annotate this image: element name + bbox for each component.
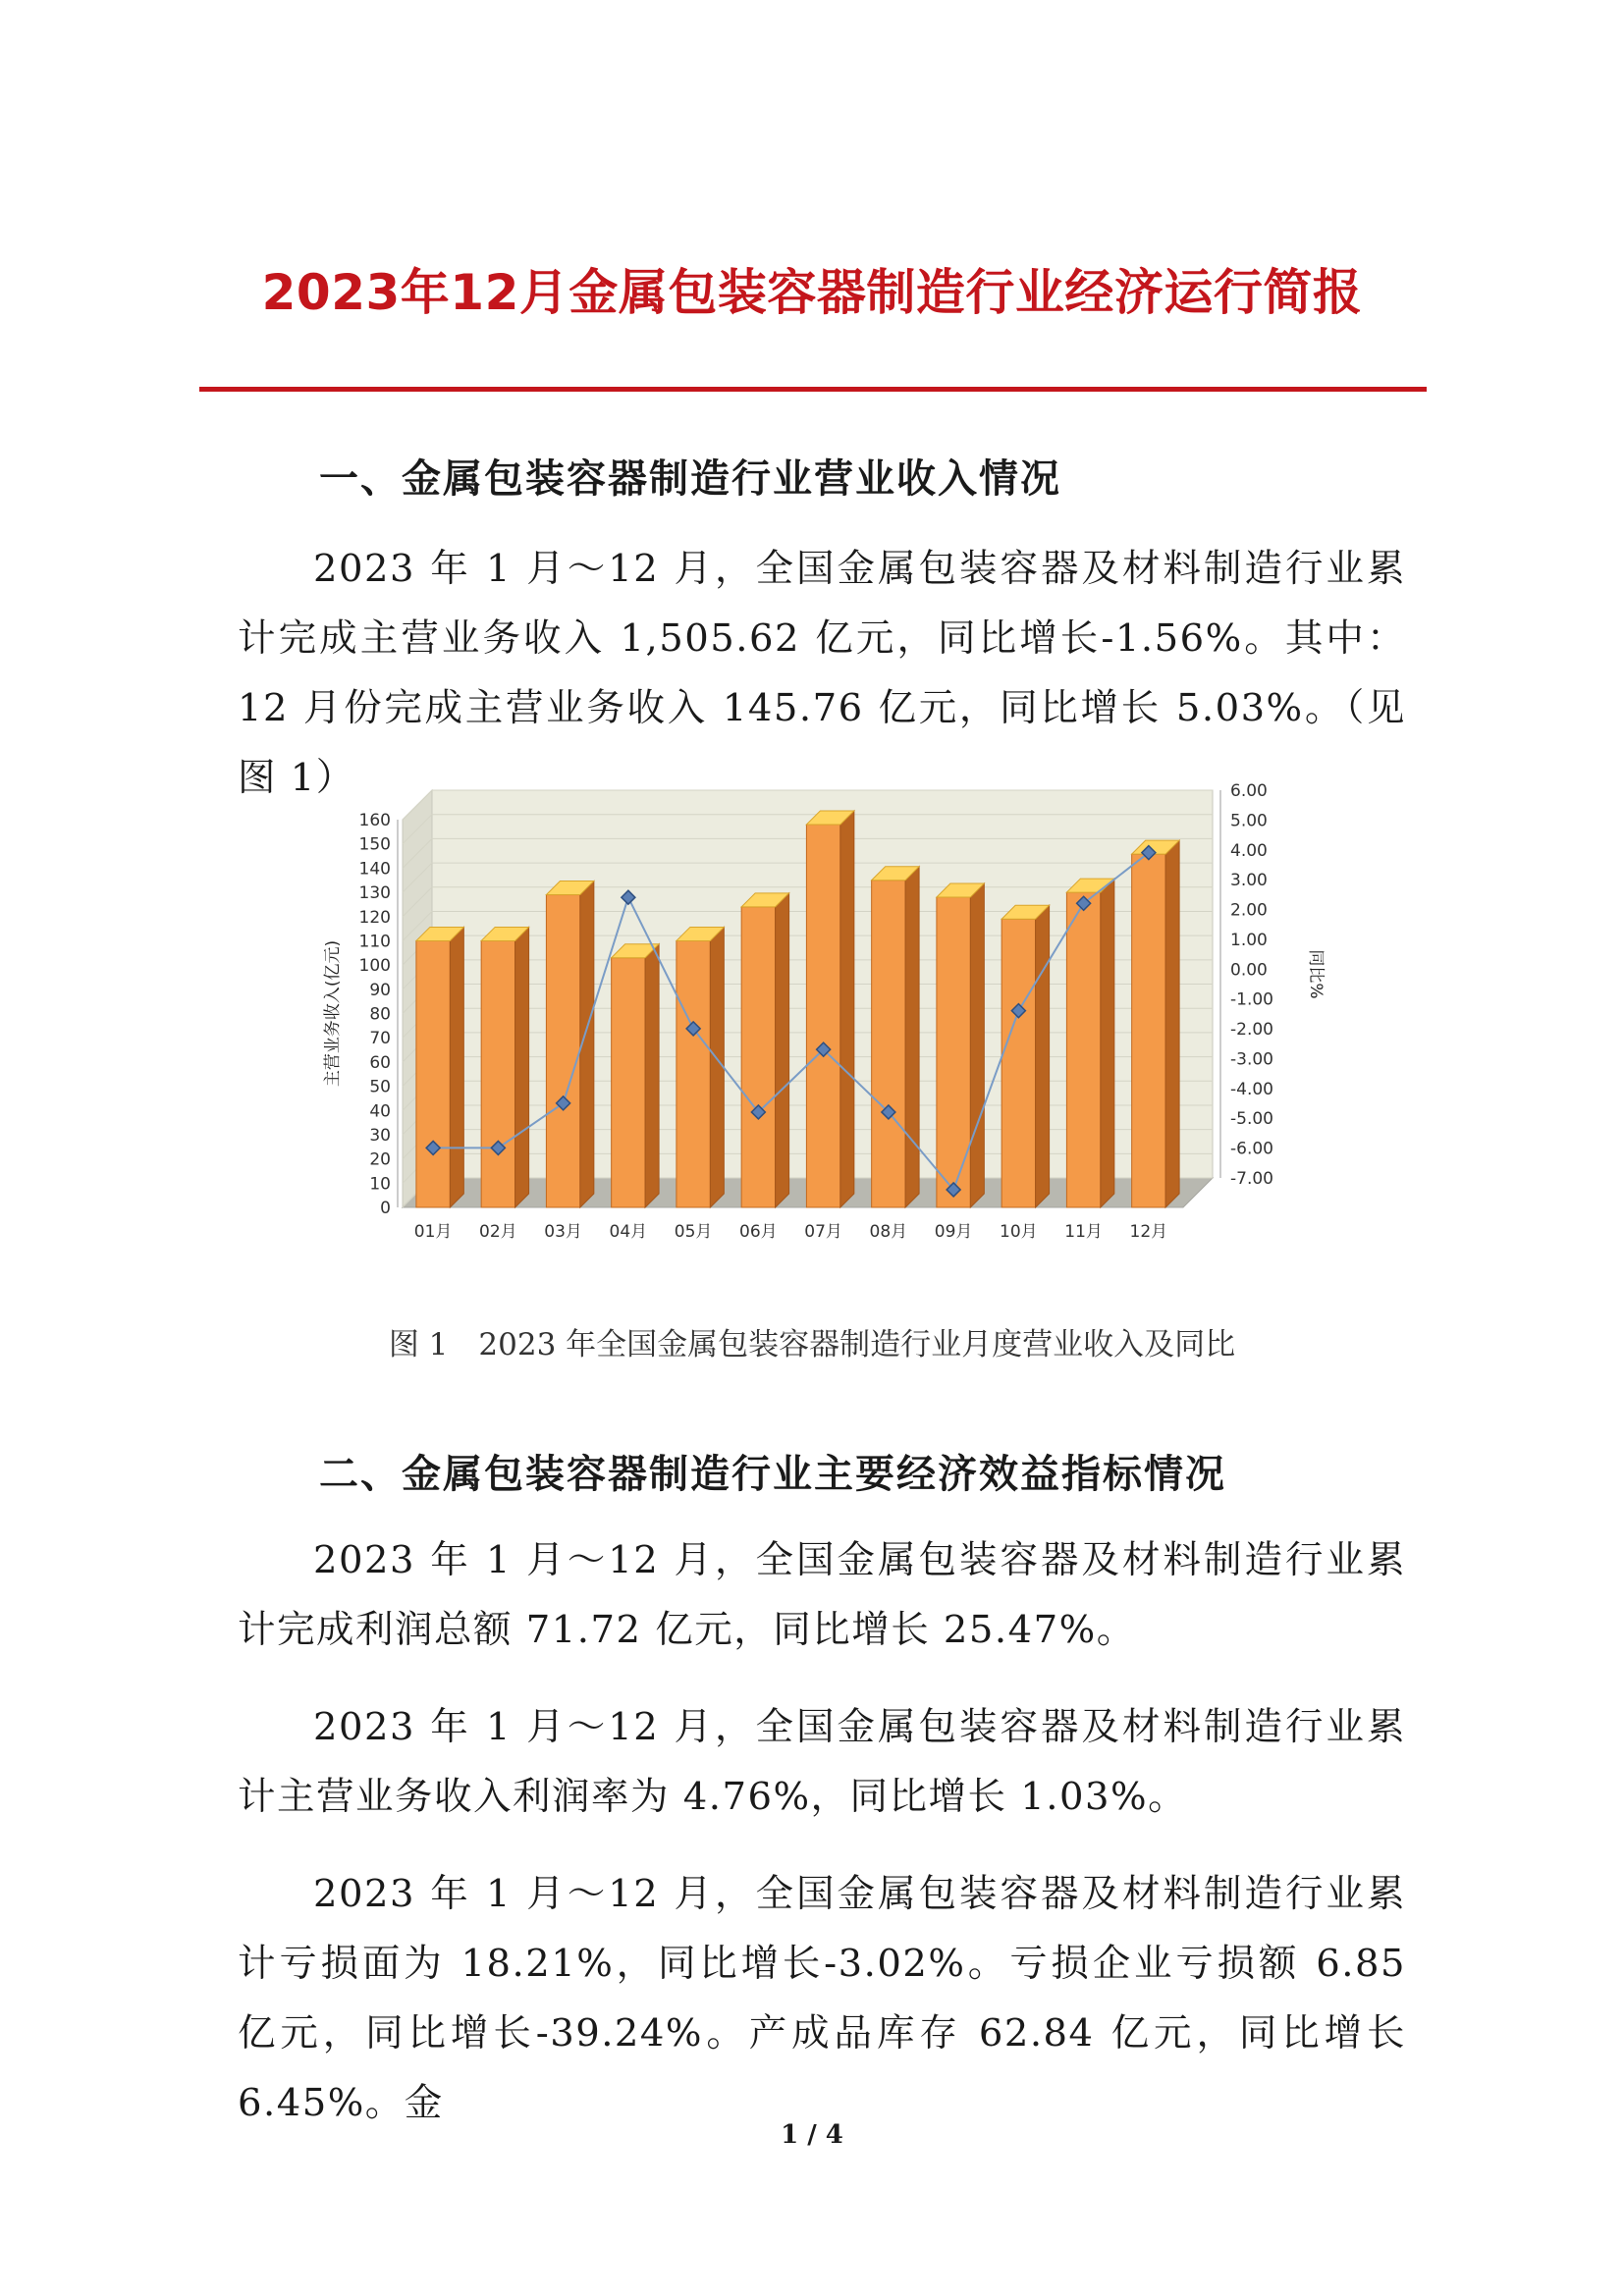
y-tick-label: 150 <box>358 834 391 855</box>
y2-tick-label: -7.00 <box>1230 1169 1273 1189</box>
bar <box>1001 919 1035 1207</box>
y2-tick-label: 5.00 <box>1230 811 1268 831</box>
section2-paragraph-2: 2023 年 1 月～12 月，全国金属包装容器及材料制造行业累计主营业务收入利润率为 4.76%，同比增长 1.03%。 <box>238 1705 1406 1819</box>
y-tick-label: 100 <box>358 956 391 977</box>
bar <box>872 881 905 1207</box>
y-tick-label: 40 <box>369 1101 391 1122</box>
y2-tick-label: -6.00 <box>1230 1139 1273 1159</box>
bar-side <box>1165 840 1179 1207</box>
section1-paragraph: 2023 年 1 月～12 月，全国金属包装容器及材料制造行业累计完成主营业务收入 1,505.62 亿元，同比增长-1.56%。其中：12 月份完成主营业务收入 145.76 亿元，同比增长 5.03%。（见图 1） <box>238 547 1406 800</box>
bar <box>937 897 970 1207</box>
y2-tick-label: -4.00 <box>1230 1079 1273 1099</box>
bar <box>1066 892 1100 1207</box>
document-title: 2023年12月金属包装容器制造行业经济运行简报 <box>261 264 1363 321</box>
section2-paragraph-1: 2023 年 1 月～12 月，全国金属包装容器及材料制造行业累计完成利润总额 71.72 亿元，同比增长 25.47%。 <box>238 1538 1406 1652</box>
y-tick-label: 20 <box>369 1149 391 1170</box>
x-tick-label: 02月 <box>479 1222 517 1242</box>
y2-tick-label: 2.00 <box>1230 900 1268 921</box>
y2-tick-label: 1.00 <box>1230 930 1268 950</box>
x-tick-label: 11月 <box>1064 1222 1103 1242</box>
bar <box>416 940 450 1207</box>
y-tick-label: 110 <box>358 932 391 952</box>
y-tick-label: 90 <box>369 980 391 1000</box>
y-tick-label: 70 <box>369 1029 391 1049</box>
page-number: 1 / 4 <box>781 2120 843 2150</box>
x-tick-label: 12月 <box>1129 1222 1168 1242</box>
y2-tick-label: 4.00 <box>1230 840 1268 861</box>
bar-side <box>776 893 789 1207</box>
bar-side <box>645 944 659 1207</box>
bar <box>612 958 645 1207</box>
x-tick-label: 09月 <box>934 1222 973 1242</box>
y-tick-label: 10 <box>369 1174 391 1195</box>
bar-side <box>1101 879 1114 1207</box>
bar-side <box>840 811 854 1207</box>
section2-paragraph-3: 2023 年 1 月～12 月，全国金属包装容器及材料制造行业累计亏损面为 18.21%，同比增长-3.02%。亏损企业亏损额 6.85 亿元，同比增长-39.24%。产成品库存 62.84 亿元，同比增长 6.45%。金 <box>238 1872 1406 2125</box>
x-tick-label: 01月 <box>413 1222 453 1242</box>
y2-tick-label: 6.00 <box>1230 781 1268 801</box>
y2-tick-label: -1.00 <box>1230 989 1273 1010</box>
y-tick-label: 0 <box>380 1199 391 1218</box>
y-tick-label: 50 <box>369 1077 391 1097</box>
bar-side <box>450 927 463 1207</box>
y-axis-label: 主营业务收入(亿元) <box>323 939 343 1088</box>
revenue-chart <box>314 781 1326 1266</box>
x-tick-label: 04月 <box>609 1222 648 1242</box>
bar-side <box>710 927 724 1207</box>
bar <box>677 940 710 1207</box>
section2-heading: 二、金属包装容器制造行业主要经济效益指标情况 <box>319 1452 1226 1497</box>
title-rule <box>199 387 1427 392</box>
x-tick-label: 10月 <box>1000 1222 1038 1242</box>
y2-tick-label: -2.00 <box>1230 1020 1273 1041</box>
y-tick-label: 140 <box>358 859 391 880</box>
x-tick-label: 05月 <box>674 1222 713 1242</box>
bar-side <box>1036 905 1050 1207</box>
x-tick-label: 03月 <box>544 1222 582 1242</box>
bar-side <box>515 927 529 1207</box>
y-tick-label: 130 <box>358 883 391 904</box>
section1-heading: 一、金属包装容器制造行业营业收入情况 <box>319 456 1061 502</box>
y-tick-label: 120 <box>358 907 391 928</box>
y-tick-label: 30 <box>369 1125 391 1146</box>
figure1-caption: 图 1 2023 年全国金属包装容器制造行业月度营业收入及同比 <box>388 1327 1236 1362</box>
y2-tick-label: -5.00 <box>1230 1109 1273 1130</box>
y-tick-label: 80 <box>369 1004 391 1025</box>
bar <box>546 895 579 1207</box>
x-tick-label: 06月 <box>739 1222 778 1242</box>
bar <box>481 940 514 1207</box>
y2-tick-label: 3.00 <box>1230 871 1268 891</box>
x-tick-label: 08月 <box>869 1222 908 1242</box>
x-tick-label: 07月 <box>804 1222 842 1242</box>
bar <box>741 907 775 1207</box>
bar <box>1132 854 1165 1207</box>
y-tick-label: 160 <box>358 811 391 830</box>
y2-axis-label: 同比% <box>1306 949 1326 999</box>
y2-tick-label: 0.00 <box>1230 960 1268 981</box>
y-tick-label: 60 <box>369 1052 391 1073</box>
bar <box>806 825 839 1207</box>
y2-tick-label: -3.00 <box>1230 1049 1273 1070</box>
bar-side <box>970 883 984 1207</box>
bar-side <box>905 867 919 1207</box>
